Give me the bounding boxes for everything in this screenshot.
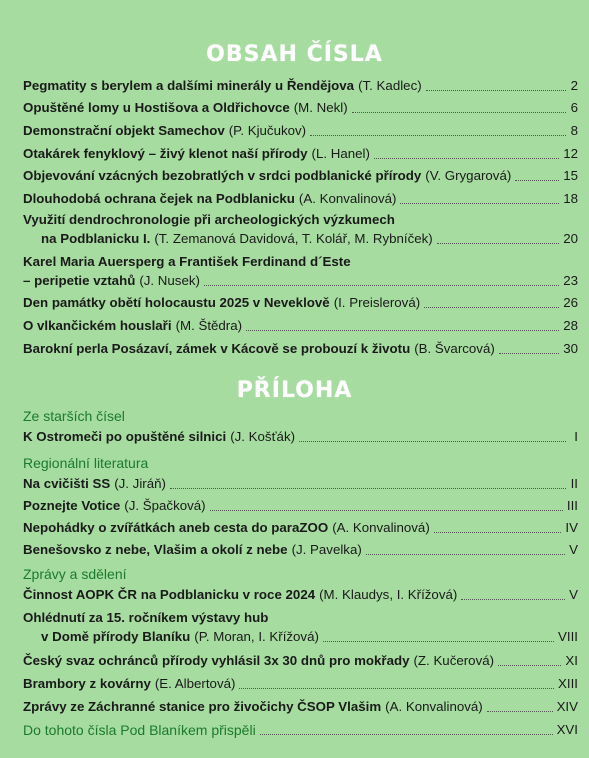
- entry-author: (M. Štědra): [175, 318, 243, 333]
- dot-leader: [299, 441, 566, 442]
- entry-author: (J. Košťák): [230, 429, 296, 444]
- dot-leader: [424, 307, 559, 308]
- dot-leader: [310, 135, 566, 136]
- entry-author: (A. Konvalinová): [332, 520, 430, 535]
- entry-author: (P. Moran, I. Křížová): [194, 629, 319, 644]
- entry-author: (Z. Kučerová): [413, 653, 495, 668]
- entry-author: (J. Špačková): [124, 498, 206, 513]
- entry-title-line1: Karel Maria Auersperg a František Ferdinand d´Este: [23, 254, 351, 269]
- entry-author: (T. Kadlec): [358, 78, 422, 93]
- entry-author: (E. Albertová): [154, 676, 236, 691]
- entry-title: O vlkančickém houslaři: [23, 318, 172, 333]
- entry-author: (T. Zemanová Davidová, T. Kolář, M. Rybníček): [154, 231, 433, 246]
- dot-leader: [426, 90, 566, 91]
- dot-leader: [210, 510, 563, 511]
- dot-leader: [498, 665, 561, 666]
- section-heading: Regionální literatura: [23, 455, 149, 471]
- appendix-heading: PŘÍLOHA: [236, 378, 353, 403]
- entry-page: 28: [563, 318, 578, 333]
- entry-author: (I. Preislerová): [333, 295, 421, 310]
- entry-page: 8: [570, 123, 578, 138]
- entry-page: XVI: [556, 722, 578, 737]
- dot-leader: [437, 243, 559, 244]
- toc-entry[interactable]: [23, 142, 578, 162]
- dot-leader: [499, 353, 559, 354]
- entry-page: 18: [563, 191, 578, 206]
- entry-page: 15: [563, 168, 578, 183]
- entry-page: 6: [570, 100, 578, 115]
- entry-author: (A. Konvalinová): [385, 699, 483, 714]
- entry-title: Činnost AOPK ČR na Podblanicku v roce 2024: [23, 587, 316, 602]
- contributors-entry[interactable]: [23, 718, 578, 738]
- section-heading: Ze starších čísel: [23, 408, 125, 424]
- entry-author: (J. Pavelka): [291, 542, 362, 557]
- entry-author: (M. Nekl): [293, 100, 348, 115]
- dot-leader: [374, 158, 559, 159]
- entry-title: Dlouhodobá ochrana čejek na Podblanicku: [23, 191, 295, 206]
- toc-entry[interactable]: [23, 425, 578, 445]
- toc-entry[interactable]: [23, 538, 578, 558]
- entry-page: XI: [565, 653, 578, 668]
- entry-page: 26: [563, 295, 578, 310]
- dot-leader: [239, 688, 554, 689]
- entry-page: 20: [563, 231, 578, 246]
- entry-page: IV: [565, 520, 578, 535]
- dot-leader: [487, 711, 553, 712]
- contents-heading: OBSAH ČÍSLA: [206, 42, 383, 67]
- dot-leader: [366, 554, 565, 555]
- dot-leader: [461, 599, 565, 600]
- entry-page: XIII: [558, 676, 578, 691]
- entry-title: Demonstrační objekt Samechov: [23, 123, 225, 138]
- toc-entry[interactable]: [41, 227, 578, 247]
- entry-title: Český svaz ochránců přírody vyhlásil 3x 30 dnů pro mokřady: [23, 653, 410, 668]
- entry-page: V: [569, 587, 578, 602]
- entry-page: VIII: [558, 629, 578, 644]
- entry-title: na Podblanicku I.: [41, 231, 151, 246]
- dot-leader: [434, 532, 562, 533]
- entry-title: Pegmatity s berylem a dalšími minerály u Řendějova: [23, 78, 355, 93]
- entry-page: V: [569, 542, 578, 557]
- dot-leader: [400, 203, 559, 204]
- entry-title: Objevování vzácných bezobratlých v srdci podblanické přírody: [23, 168, 422, 183]
- entry-page: XIV: [556, 699, 578, 714]
- entry-author: (L. Hanel): [311, 146, 370, 161]
- toc-entry[interactable]: [23, 119, 578, 139]
- entry-title: Poznejte Votice: [23, 498, 121, 513]
- contributors-label: Do tohoto čísla Pod Blaníkem přispěli: [23, 722, 256, 738]
- entry-page: II: [570, 476, 578, 491]
- toc-entry[interactable]: [41, 625, 578, 645]
- entry-title: Opuštěné lomy u Hostišova a Oldřichovce: [23, 100, 290, 115]
- entry-page: 2: [570, 78, 578, 93]
- entry-title: Nepohádky o zvířátkách aneb cesta do paraZOO: [23, 520, 329, 535]
- toc-entry[interactable]: [23, 337, 578, 357]
- entry-title: v Domě přírody Blaníku: [41, 629, 191, 644]
- entry-title: Zprávy ze Záchranné stanice pro živočichy ČSOP Vlašim: [23, 699, 382, 714]
- toc-entry[interactable]: [23, 96, 578, 116]
- toc-entry[interactable]: [23, 649, 578, 669]
- dot-leader: [246, 330, 559, 331]
- entry-author: (V. Grygarová): [425, 168, 512, 183]
- entry-author: (M. Klaudys, I. Křížová): [319, 587, 458, 602]
- toc-entry[interactable]: [23, 516, 578, 536]
- entry-title: Brambory z kovárny: [23, 676, 151, 691]
- dot-leader: [260, 734, 553, 735]
- toc-entry[interactable]: [23, 269, 578, 289]
- entry-page: I: [574, 429, 578, 444]
- entry-author: (A. Konvalinová): [298, 191, 397, 206]
- toc-entry[interactable]: [23, 695, 578, 715]
- entry-title-line1: Využití dendrochronologie při archeologických výzkumech: [23, 212, 395, 227]
- dot-leader: [204, 285, 559, 286]
- toc-entry[interactable]: [23, 583, 578, 603]
- entry-title-line1: Ohlédnutí za 15. ročníkem výstavy hub: [23, 610, 269, 625]
- toc-entry[interactable]: [23, 672, 578, 692]
- dot-leader: [515, 180, 559, 181]
- entry-title: – peripetie vztahů: [23, 273, 136, 288]
- entry-author: (P. Kjučukov): [228, 123, 307, 138]
- toc-entry[interactable]: [23, 164, 578, 184]
- toc-entry[interactable]: [23, 187, 578, 207]
- toc-entry[interactable]: [23, 494, 578, 514]
- entry-author: (J. Jiráň): [114, 476, 166, 491]
- toc-entry[interactable]: [23, 74, 578, 94]
- entry-title: Barokní perla Posázaví, zámek v Kácově se probouzí k životu: [23, 341, 411, 356]
- entry-title: K Ostromeči po opuštěné silnici: [23, 429, 227, 444]
- dot-leader: [323, 641, 554, 642]
- toc-entry[interactable]: [23, 472, 578, 492]
- entry-page: 12: [563, 146, 578, 161]
- entry-page: 30: [563, 341, 578, 356]
- toc-entry[interactable]: [23, 314, 578, 334]
- entry-author: (B. Švarcová): [414, 341, 495, 356]
- entry-title: Den památky obětí holocaustu 2025 v Neveklově: [23, 295, 330, 310]
- dot-leader: [352, 112, 566, 113]
- dot-leader: [170, 488, 566, 489]
- entry-title: Benešovsko z nebe, Vlašim a okolí z nebe: [23, 542, 288, 557]
- entry-page: 23: [563, 273, 578, 288]
- entry-author: (J. Nusek): [139, 273, 200, 288]
- entry-title: Na cvičišti SS: [23, 476, 111, 491]
- entry-page: III: [566, 498, 578, 513]
- toc-entry[interactable]: [23, 291, 578, 311]
- entry-title: Otakárek fenyklový – živý klenot naší přírody: [23, 146, 308, 161]
- section-heading: Zprávy a sdělení: [23, 566, 127, 582]
